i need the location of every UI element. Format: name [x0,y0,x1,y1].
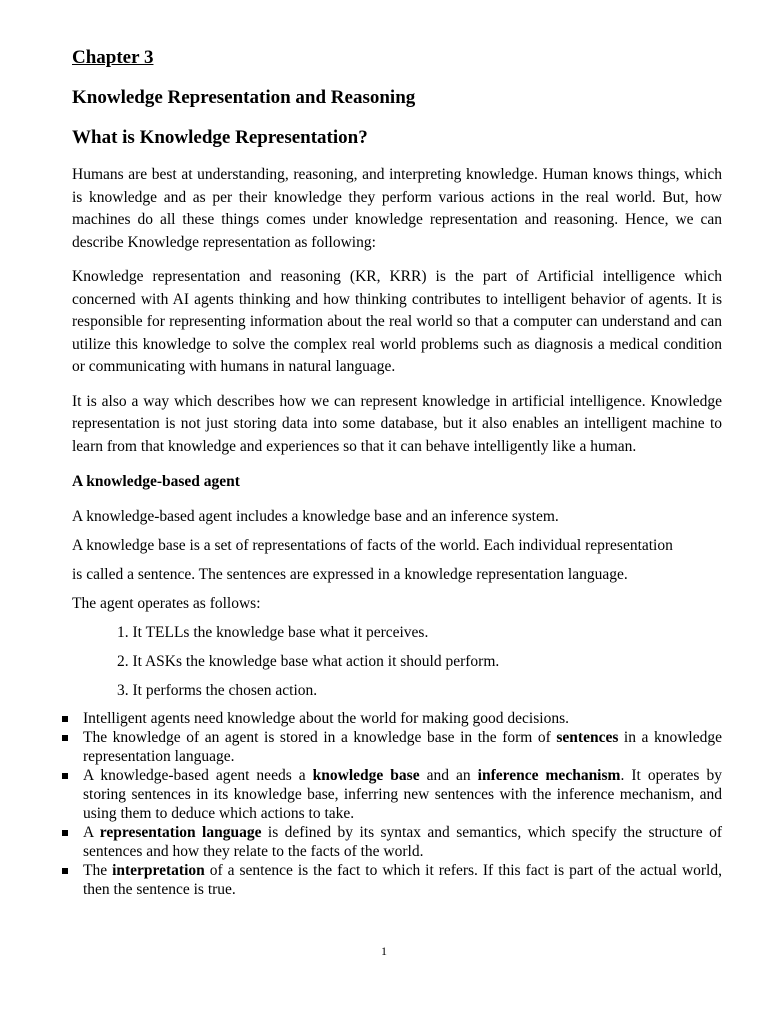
list-item: 2. It ASKs the knowledge base what action it should perform. [117,653,500,670]
list-item [62,766,722,823]
bullet-text: is defined by its syntax and semantics, which specify the structure of sentences and how they relate to the facts of the world. [83,824,722,860]
paragraph: It is also a way which describes how we can represent knowledge in artificial intelligence. Knowledge representation is not just storing data into some database, but it also enables an intelligent machine to learn from that knowledge and experiences so that it can behave intelligently like a human. [72,392,722,455]
list-item [62,861,722,899]
bullet-text: Intelligent agents need knowledge about the world for making good decisions. [83,710,569,727]
section-title: What is Knowledge Representation? [72,127,368,148]
bullet-text: and an [419,767,478,784]
list-item: 3. It performs the chosen action. [117,682,318,699]
list-item [62,823,722,861]
list-item [62,709,722,728]
square-bullet-icon [62,773,68,779]
bullet-text: The knowledge of an agent is stored in a knowledge base in the form of [83,729,557,746]
page-title: Knowledge Representation and Reasoning [72,87,416,108]
page-number: 1 [381,944,387,958]
bold-term: sentences [556,729,619,746]
paragraph: Knowledge representation and reasoning (KR, KRR) is the part of Artificial intelligence which concerned with AI agents thinking and how thinking contributes to intelligent behavior of agents. It is responsible for representing information about the real world so that a computer can understand and can utilize this knowledge to solve the complex real world problems such as diagnosis a medical condition or communicating with humans in natural language. [72,268,722,375]
square-bullet-icon [62,735,68,741]
kb-line: The agent operates as follows: [72,595,261,612]
kb-line: A knowledge base is a set of representations of facts of the world. Each individual representation [72,537,673,554]
list-item [62,728,722,766]
bold-term: interpretation [112,862,205,879]
list-item: 1. It TELLs the knowledge base what it perceives. [117,624,429,641]
chapter-heading: Chapter 3 [72,47,154,68]
bullet-list [62,709,722,899]
bullet-text: . It operates by storing sentences in its knowledge base, inferring new sentences with the inference mechanism, and using them to deduce which actions to take. [83,767,722,822]
bold-term: inference mechanism [477,767,621,784]
square-bullet-icon [62,868,68,874]
kb-line: A knowledge-based agent includes a knowledge base and an inference system. [72,508,559,525]
bullet-text: A knowledge-based agent needs a [83,767,313,784]
paragraph: Humans are best at understanding, reasoning, and interpreting knowledge. Human knows things, which is knowledge and as per their knowledge they perform various actions in the real world. But, how machines do all these things comes under knowledge representation and reasoning. Hence, we can describe Knowledge representation as following: [72,166,722,251]
document-page [72,44,722,899]
bold-term: knowledge base [312,767,420,784]
kb-line: is called a sentence. The sentences are expressed in a knowledge representation language. [72,566,628,583]
square-bullet-icon [62,716,68,722]
subsection-heading: A knowledge-based agent [72,473,240,490]
bullet-text: of a sentence is the fact to which it refers. If this fact is part of the actual world, then the sentence is true. [83,862,722,898]
steps-list [72,618,722,705]
bullet-text: A [83,824,100,841]
bold-term: representation language [99,824,262,841]
square-bullet-icon [62,830,68,836]
bullet-text: in a knowledge representation language. [83,729,723,765]
bullet-text: The [83,862,113,879]
